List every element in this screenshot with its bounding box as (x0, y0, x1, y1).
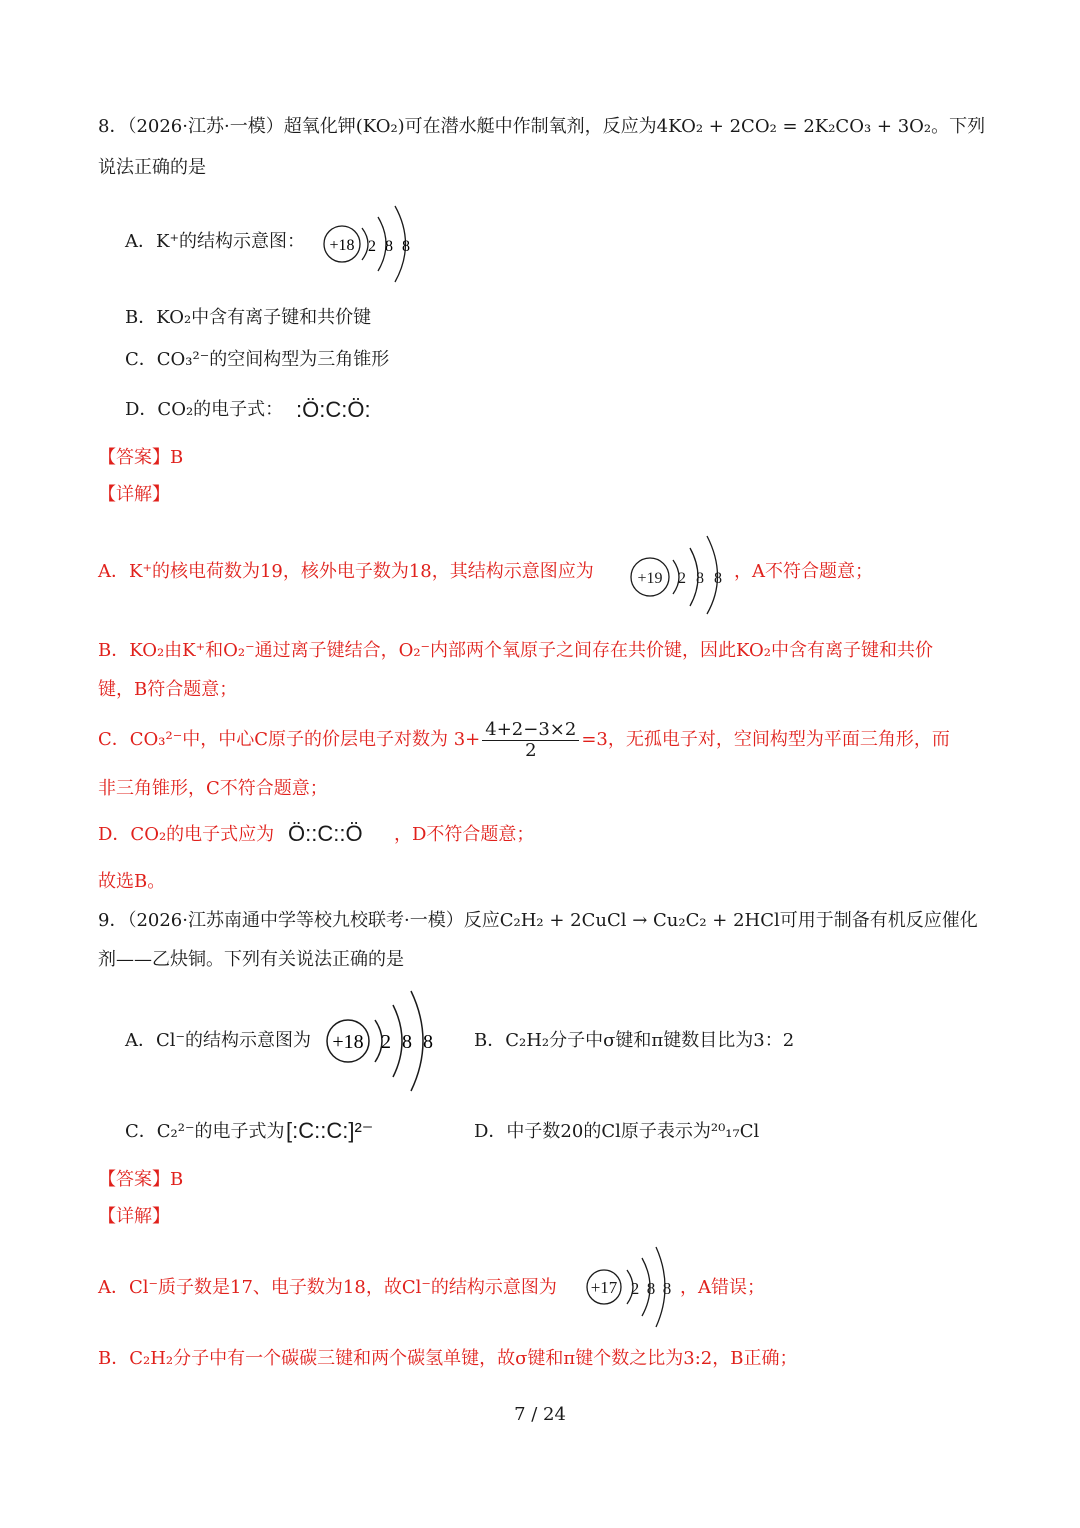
shell-3-count: 8 (714, 570, 722, 587)
q8-stem-line1: 8．（2026·江苏·一模）超氧化钾(KO₂)可在潜水艇中作制氧剂，反应为4KO₂ + 2CO₂ = 2K₂CO₃ + 3O₂。下列 (98, 116, 986, 137)
q9-explanation-a-tail: ，A错误； (680, 1277, 765, 1298)
q9-stem-line2: 剂——乙炔铜。下列有关说法正确的是 (98, 949, 404, 970)
q8-explanation-d-tail: ，D不符合题意； (394, 824, 535, 845)
shell-1-count: 2 (630, 1279, 640, 1298)
shell-1-count: 2 (368, 238, 376, 255)
q8-explanation-b-line1: B．KO₂由K⁺和O₂⁻通过离子键结合，O₂⁻内部两个氧原子之间存在共价键，因此KO₂中含有离子键和共价 (98, 640, 933, 661)
q9-stem-line1: 9．（2026·江苏南通中学等校九校联考·一模）反应C₂H₂ + 2CuCl → Cu₂C₂ + 2HCl可用于制备有机反应催化 (98, 910, 978, 931)
q8-detail-heading: 【详解】 (98, 484, 170, 505)
q9-explanation-b: B．C₂H₂分子中有一个碳碳三键和两个碳氢单键，故σ键和π键个数之比为3:2，B正确； (98, 1348, 798, 1369)
q8-explanation-c-line1 (98, 716, 950, 764)
shell-3-count: 8 (402, 238, 410, 255)
shell-1-count: 2 (381, 1031, 391, 1053)
page-number: 7 / 24 (514, 1404, 566, 1425)
q9-option-d: D．中子数20的Cl原子表示为²⁰₁₇Cl (474, 1121, 760, 1142)
q8-stem-line2: 说法正确的是 (98, 157, 206, 178)
q8-option-a-atom-diagram (320, 203, 420, 289)
q9-option-c: C．C₂²⁻的电子式为 (125, 1121, 285, 1142)
q8-explanation-d-electron-formula: Ö::C::Ö (288, 821, 363, 846)
q8-option-c: C．CO₃²⁻的空间构型为三角锥形 (125, 349, 390, 370)
fraction-denominator: 2 (525, 739, 537, 761)
q9-explanation-a-atom-diagram (584, 1244, 676, 1334)
q8-option-b: B．KO₂中含有离子键和共价键 (125, 307, 372, 328)
q9-option-a-atom-diagram (325, 988, 437, 1098)
q9-option-c-electron-formula: [:C::C:]²⁻ (286, 1118, 374, 1143)
q8-option-d-electron-formula: :Ö:C:Ö: (296, 397, 371, 422)
q8-explanation-b-line2: 键，B符合题意； (98, 679, 238, 700)
q8-explanation-c-fraction (482, 720, 579, 761)
q8-answer: 【答案】B (98, 447, 184, 468)
nucleus-charge: +17 (590, 1278, 618, 1297)
q8-explanation-c-suffix: =3，无孤电子对，空间构型为平面三角形，而 (581, 729, 950, 750)
q8-conclusion: 故选B。 (98, 871, 166, 892)
q8-explanation-c-line2: 非三角锥形，C不符合题意； (98, 778, 328, 799)
shell-2-count: 8 (646, 1279, 656, 1298)
nucleus-charge: +19 (637, 570, 663, 587)
nucleus-charge: +18 (332, 1031, 364, 1053)
q9-option-b: B．C₂H₂分子中σ键和π键数目比为3：2 (474, 1030, 795, 1051)
shell-2-count: 8 (402, 1031, 412, 1053)
fraction-numerator: 4+2−3×2 (482, 720, 579, 741)
shell-2-count: 8 (385, 238, 393, 255)
q8-option-d: D．CO₂的电子式： (125, 399, 284, 420)
q8-explanation-a-atom-diagram (628, 533, 733, 619)
shell-3-count: 8 (662, 1279, 672, 1298)
q8-explanation-d-text: D．CO₂的电子式应为 (98, 824, 275, 845)
shell-2-count: 8 (696, 570, 704, 587)
q8-option-a: A．K⁺的结构示意图： (125, 231, 305, 252)
q9-answer: 【答案】B (98, 1169, 184, 1190)
q8-explanation-a-text: A．K⁺的核电荷数为19，核外电子数为18，其结构示意图应为 (98, 561, 594, 582)
shell-3-count: 8 (423, 1031, 433, 1053)
q9-explanation-a-text: A．Cl⁻质子数是17、电子数为18，故Cl⁻的结构示意图为 (98, 1277, 557, 1298)
q9-option-a: A．Cl⁻的结构示意图为 (125, 1030, 312, 1051)
nucleus-charge: +18 (329, 237, 355, 254)
q9-detail-heading: 【详解】 (98, 1206, 170, 1227)
shell-1-count: 2 (678, 570, 686, 587)
q8-explanation-a-tail: ，A不符合题意； (734, 561, 873, 582)
q8-explanation-c-prefix: C．CO₃²⁻中，中心C原子的价层电子对数为 3+ (98, 729, 481, 750)
